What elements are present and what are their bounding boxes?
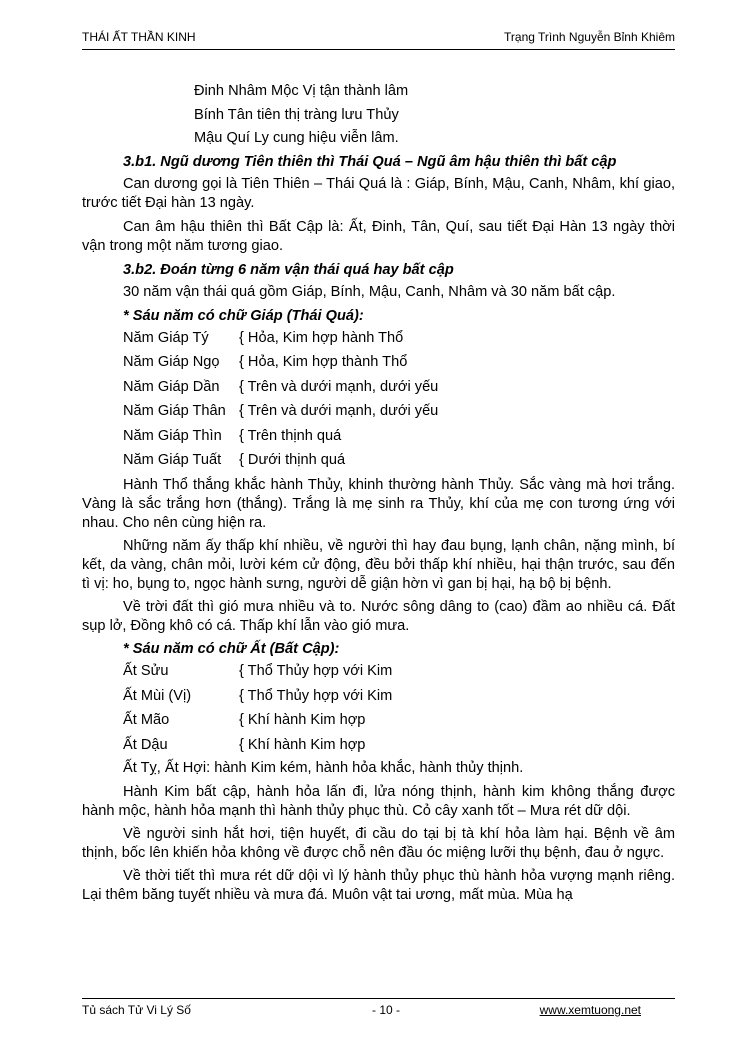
year-desc: { Dưới thịnh quá: [239, 452, 346, 469]
text-line: Ất Tỵ, Ất Hợi: hành Kim kém, hành hỏa khắc, hành thủy thịnh.: [123, 760, 524, 777]
year-name: Năm Giáp Dần: [123, 378, 220, 395]
year-row: [82, 350, 675, 375]
year-row: [82, 424, 675, 449]
poem-line: Mậu Quí Ly cung hiệu viễn lâm.: [194, 130, 399, 146]
poem-line: Bính Tân tiên thị tràng lưu Thủy: [194, 106, 399, 123]
page-number: - 10 -: [372, 1003, 401, 1017]
year-row: [82, 399, 675, 424]
poem-line: Đinh Nhâm Mộc Vị tận thành lâm: [194, 83, 409, 99]
page-header: [82, 29, 675, 45]
paragraph: Về trời đất thì gió mưa nhiều và to. Nước sông dâng to (cao) đầm ao nhiều cá. Đất sụp lở, Đồng khô có cá. Thấp khí lẫn vào gió mưa.: [82, 599, 675, 635]
subheading-giap: * Sáu năm có chữ Giáp (Thái Quá):: [123, 307, 364, 324]
year-row: [82, 733, 675, 758]
footer-series: Tủ sách Tử Vi Lý Số: [82, 1003, 191, 1017]
year-name: Ất Sửu: [123, 663, 169, 680]
year-desc: { Khí hành Kim hợp: [239, 736, 366, 753]
paragraph: Hành Kim bất cập, hành hỏa lấn đi, lửa nóng thịnh, hành kim không thắng được hành mộc, hành hỏa mạnh thì hành thủy phục thù. Cỏ cây xanh tốt – Mưa rét dữ dội.: [82, 784, 675, 820]
year-name: Năm Giáp Tuất: [123, 452, 222, 469]
text-line: 30 năm vận thái quá gồm Giáp, Bính, Mậu, Canh, Nhâm và 30 năm bất cập.: [123, 283, 616, 300]
year-row: [82, 684, 675, 709]
footer-rule: [82, 998, 675, 999]
year-name: Năm Giáp Ngọ: [123, 354, 220, 371]
year-name: Năm Giáp Thân: [123, 403, 226, 420]
year-desc: { Hỏa, Kim hợp thành Thổ: [239, 354, 408, 371]
year-desc: { Hỏa, Kim hợp hành Thổ: [239, 329, 404, 346]
year-name: Năm Giáp Thìn: [123, 427, 222, 444]
section-heading-b1: 3.b1. Ngũ dương Tiên thiên thì Thái Quá – Ngũ âm hậu thiên thì bất cập: [123, 153, 617, 170]
year-row: [82, 659, 675, 684]
year-name: Ất Mão: [123, 712, 170, 729]
year-name: Ất Dậu: [123, 736, 168, 753]
page-footer: [82, 1002, 675, 1018]
year-name: Năm Giáp Tý: [123, 329, 209, 346]
paragraph: Những năm ấy thấp khí nhiều, về người thì hay đau bụng, lạnh chân, nặng mình, bí kết, da vàng, chân mỏi, lười kém cử động, đều bởi thấp khí nhiều, hại thận trước, sau đến tì vị: ho, bụng to, ngọc hành sưng, người dễ giận hờn vì gan bị hại, hạ bộ bị bệnh.: [82, 538, 675, 593]
paragraph: Can dương gọi là Tiên Thiên – Thái Quá là : Giáp, Bính, Mậu, Canh, Nhâm, khí giao, trước tiết Đại hàn 13 ngày.: [82, 175, 675, 211]
header-rule: [82, 49, 675, 50]
footer-website-link[interactable]: www.xemtuong.net: [539, 1003, 641, 1017]
year-name: Ất Mùi (Vị): [123, 687, 192, 704]
year-row: [82, 448, 675, 473]
year-desc: { Trên thịnh quá: [239, 427, 342, 444]
paragraph: Hành Thổ thắng khắc hành Thủy, khinh thường hành Thủy. Sắc vàng mà hơi trắng. Vàng là sắc trắng hơn (thắng). Trắng là mẹ sinh ra Thủy, khí của mẹ con tương ứng với nhau. Cho nên cùng hiện ra.: [82, 477, 675, 532]
year-desc: { Khí hành Kim hợp: [239, 712, 366, 729]
year-row: [82, 326, 675, 351]
header-book-title: THÁI ẤT THẦN KINH: [82, 30, 196, 44]
year-desc: { Trên và dưới mạnh, dưới yếu: [239, 403, 439, 420]
year-row: [82, 708, 675, 733]
subheading-at: * Sáu năm có chữ Ất (Bất Cập):: [123, 641, 340, 658]
page-body: [82, 80, 675, 909]
year-desc: { Thổ Thủy hợp với Kim: [239, 663, 393, 680]
paragraph: Về thời tiết thì mưa rét dữ dội vì lý hành thủy phục thù hành hỏa vượng mạnh riêng. Lại thêm băng tuyết nhiều và mưa đá. Muôn vật tai ương, mất mùa. Mùa hạ: [82, 868, 675, 904]
paragraph: Can âm hậu thiên thì Bất Cập là: Ất, Đinh, Tân, Quí, sau tiết Đại Hàn 13 ngày thời vận trong một năm tương giao.: [82, 218, 675, 254]
paragraph: Về người sinh hắt hơi, tiện huyết, đi cầu do tại bị tà khí hỏa làm hại. Bệnh về âm thịnh, bốc lên khiến hỏa không về được chỗ nên đầu óc miệng lưỡi thụ bệnh, đau ở ngực.: [82, 826, 675, 862]
header-author: Trạng Trình Nguyễn Bỉnh Khiêm: [504, 30, 675, 44]
section-heading-b2: 3.b2. Đoán từng 6 năm vận thái quá hay bất cập: [123, 261, 454, 278]
year-row: [82, 375, 675, 400]
year-desc: { Thổ Thủy hợp với Kim: [239, 687, 393, 704]
year-desc: { Trên và dưới mạnh, dưới yếu: [239, 378, 439, 395]
